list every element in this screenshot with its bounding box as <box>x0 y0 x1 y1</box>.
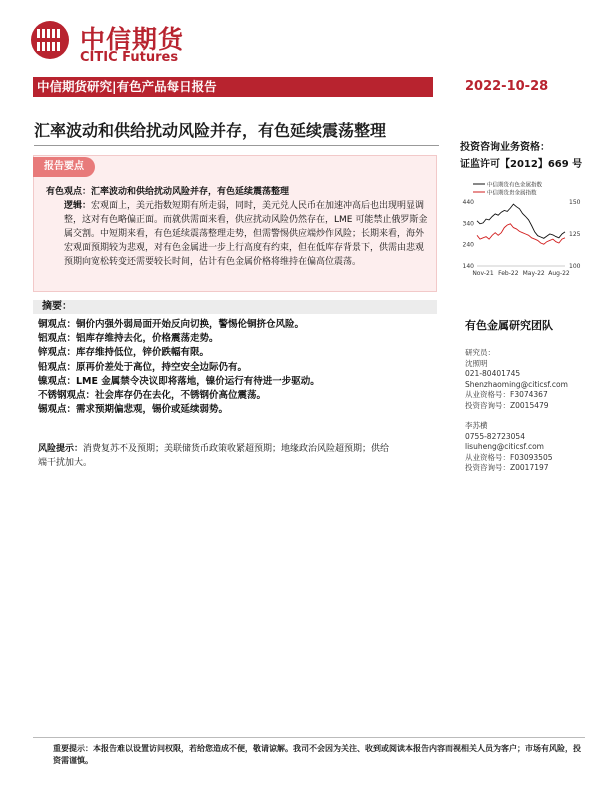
brand-name-en: CITIC Futures <box>80 50 179 65</box>
abstract-header-bar <box>33 300 437 314</box>
series-line <box>477 204 565 238</box>
summary-tag: 报告要点 <box>33 157 95 177</box>
researcher-name: 沈照明 <box>465 358 488 368</box>
researcher-phone: 021-80401745 <box>465 369 521 378</box>
invest-license: 证监许可【2012】669 号 <box>460 159 583 170</box>
y-left-tick-label: 140 <box>462 263 474 270</box>
research-team <box>465 348 595 474</box>
summary-logic <box>46 199 431 269</box>
title-divider <box>34 145 439 146</box>
footer-disclaimer: 重要提示：本报告难以设置访问权限，若给您造成不便，敬请谅解。我司不会因为关注、收到或阅读本报告内容而视相关人员为客户；市场有风险，投资需谨慎。 <box>53 744 581 765</box>
risk-warning <box>38 442 398 470</box>
list-item: 铝观点：铝库存维持去化，价格震荡走势。 <box>38 333 219 345</box>
y-right-tick-label: 125 <box>569 231 581 238</box>
summary-lead <box>46 185 431 199</box>
list-item: 铜观点：铜价内强外弱局面开始反向切换，警惕伦铜挤仓风险。 <box>38 319 305 330</box>
researcher-name: 李苏横 <box>465 421 488 430</box>
abstract-list <box>38 318 438 417</box>
x-tick-label: Feb-22 <box>498 270 519 277</box>
x-tick-label: Nov-21 <box>472 270 494 277</box>
y-left-tick-label: 240 <box>462 241 474 249</box>
series-line <box>477 224 565 244</box>
summary-logic-label: 逻辑： <box>64 201 92 211</box>
list-item: 不锈钢观点：社会库存仍在去化，不锈钢价高位震荡。 <box>38 390 267 402</box>
researcher-cert: 投资咨询号：Z0015479 <box>465 400 549 410</box>
list-item: 铅观点：原再价差处于高位，持空安全边际仍有。 <box>38 361 248 373</box>
researchers-label: 研究员： <box>465 348 495 357</box>
y-left-tick-label: 340 <box>462 220 474 228</box>
research-team-title: 有色金属研究团队 <box>465 319 553 332</box>
researcher-email: lisuheng@citicsf.com <box>465 442 544 451</box>
x-tick-label: May-22 <box>522 270 545 277</box>
y-left-tick-label: 440 <box>462 199 474 206</box>
report-date: 2022-10-28 <box>465 79 549 94</box>
summary-text <box>46 185 431 269</box>
summary-lead-label: 有色观点： <box>46 187 92 197</box>
researcher-phone: 0755-82723054 <box>465 431 525 441</box>
report-title: 汇率波动和供给扰动风险并存，有色延续震荡整理 <box>34 121 387 140</box>
summary-lead-text: 汇率波动和供给扰动风险并存，有色延续震荡整理 <box>91 187 290 197</box>
researcher-email: Shenzhaoming@citicsf.com <box>465 379 568 389</box>
y-right-tick-label: 150 <box>569 199 581 206</box>
risk-text: 消费复苏不及预期；美联储货币政策收紧超预期；地缘政治风险超预期；供给端干扰加大。 <box>38 444 390 468</box>
footer-divider <box>33 737 585 738</box>
risk-label: 风险提示： <box>38 444 84 454</box>
x-tick-label: Aug-22 <box>548 270 570 277</box>
list-item: 锌观点：库存维持低位，锌价跌幅有限。 <box>38 347 210 359</box>
summary-logic-text: 宏观面上，美元指数短期有所走弱，同时，美元兑人民币在加速冲高后也出现明显调整，这对有色略偏正面。而就供需面来看，供应扰动风险仍然存在，LME 可能禁止俄罗斯金属交割。中短期来看，有色延续震荡整理走势，但需警惕供应端炒作风险；长期来看，海外宏观面预期较为悲观，对有色金属进一步上行高度有约束，但在低库存背景下，供需由悲观预期向宽松转变还需要较长时间，估计有色金属价格将维持在偏高位震荡。 <box>64 201 428 267</box>
researcher-cert: 从业资格号：F03093505 <box>465 452 553 462</box>
report-banner: 中信期货研究|有色产品每日报告 <box>33 77 433 97</box>
invest-qualification-label: 投资咨询业务资格： <box>460 142 550 153</box>
researcher-cert: 投资咨询号：Z0017197 <box>465 463 549 472</box>
legend-label: 中信期货有色金属指数 <box>487 182 543 189</box>
y-right-tick-label: 100 <box>569 263 581 270</box>
abstract-title: 摘要： <box>42 301 72 312</box>
metal-index-chart <box>455 180 585 290</box>
legend-label: 中信期货贵金属指数 <box>487 190 537 197</box>
list-item: 镍观点：LME 金属禁令决议即将落地，镍价运行有待进一步驱动。 <box>38 375 320 387</box>
researcher-cert: 从业资格号：F3074367 <box>465 390 548 399</box>
citic-logo-icon <box>30 20 70 60</box>
list-item: 锡观点：需求预期偏悲观，锡价或延续弱势。 <box>38 404 229 416</box>
brand-name-cn: 中信期货 <box>80 25 185 54</box>
